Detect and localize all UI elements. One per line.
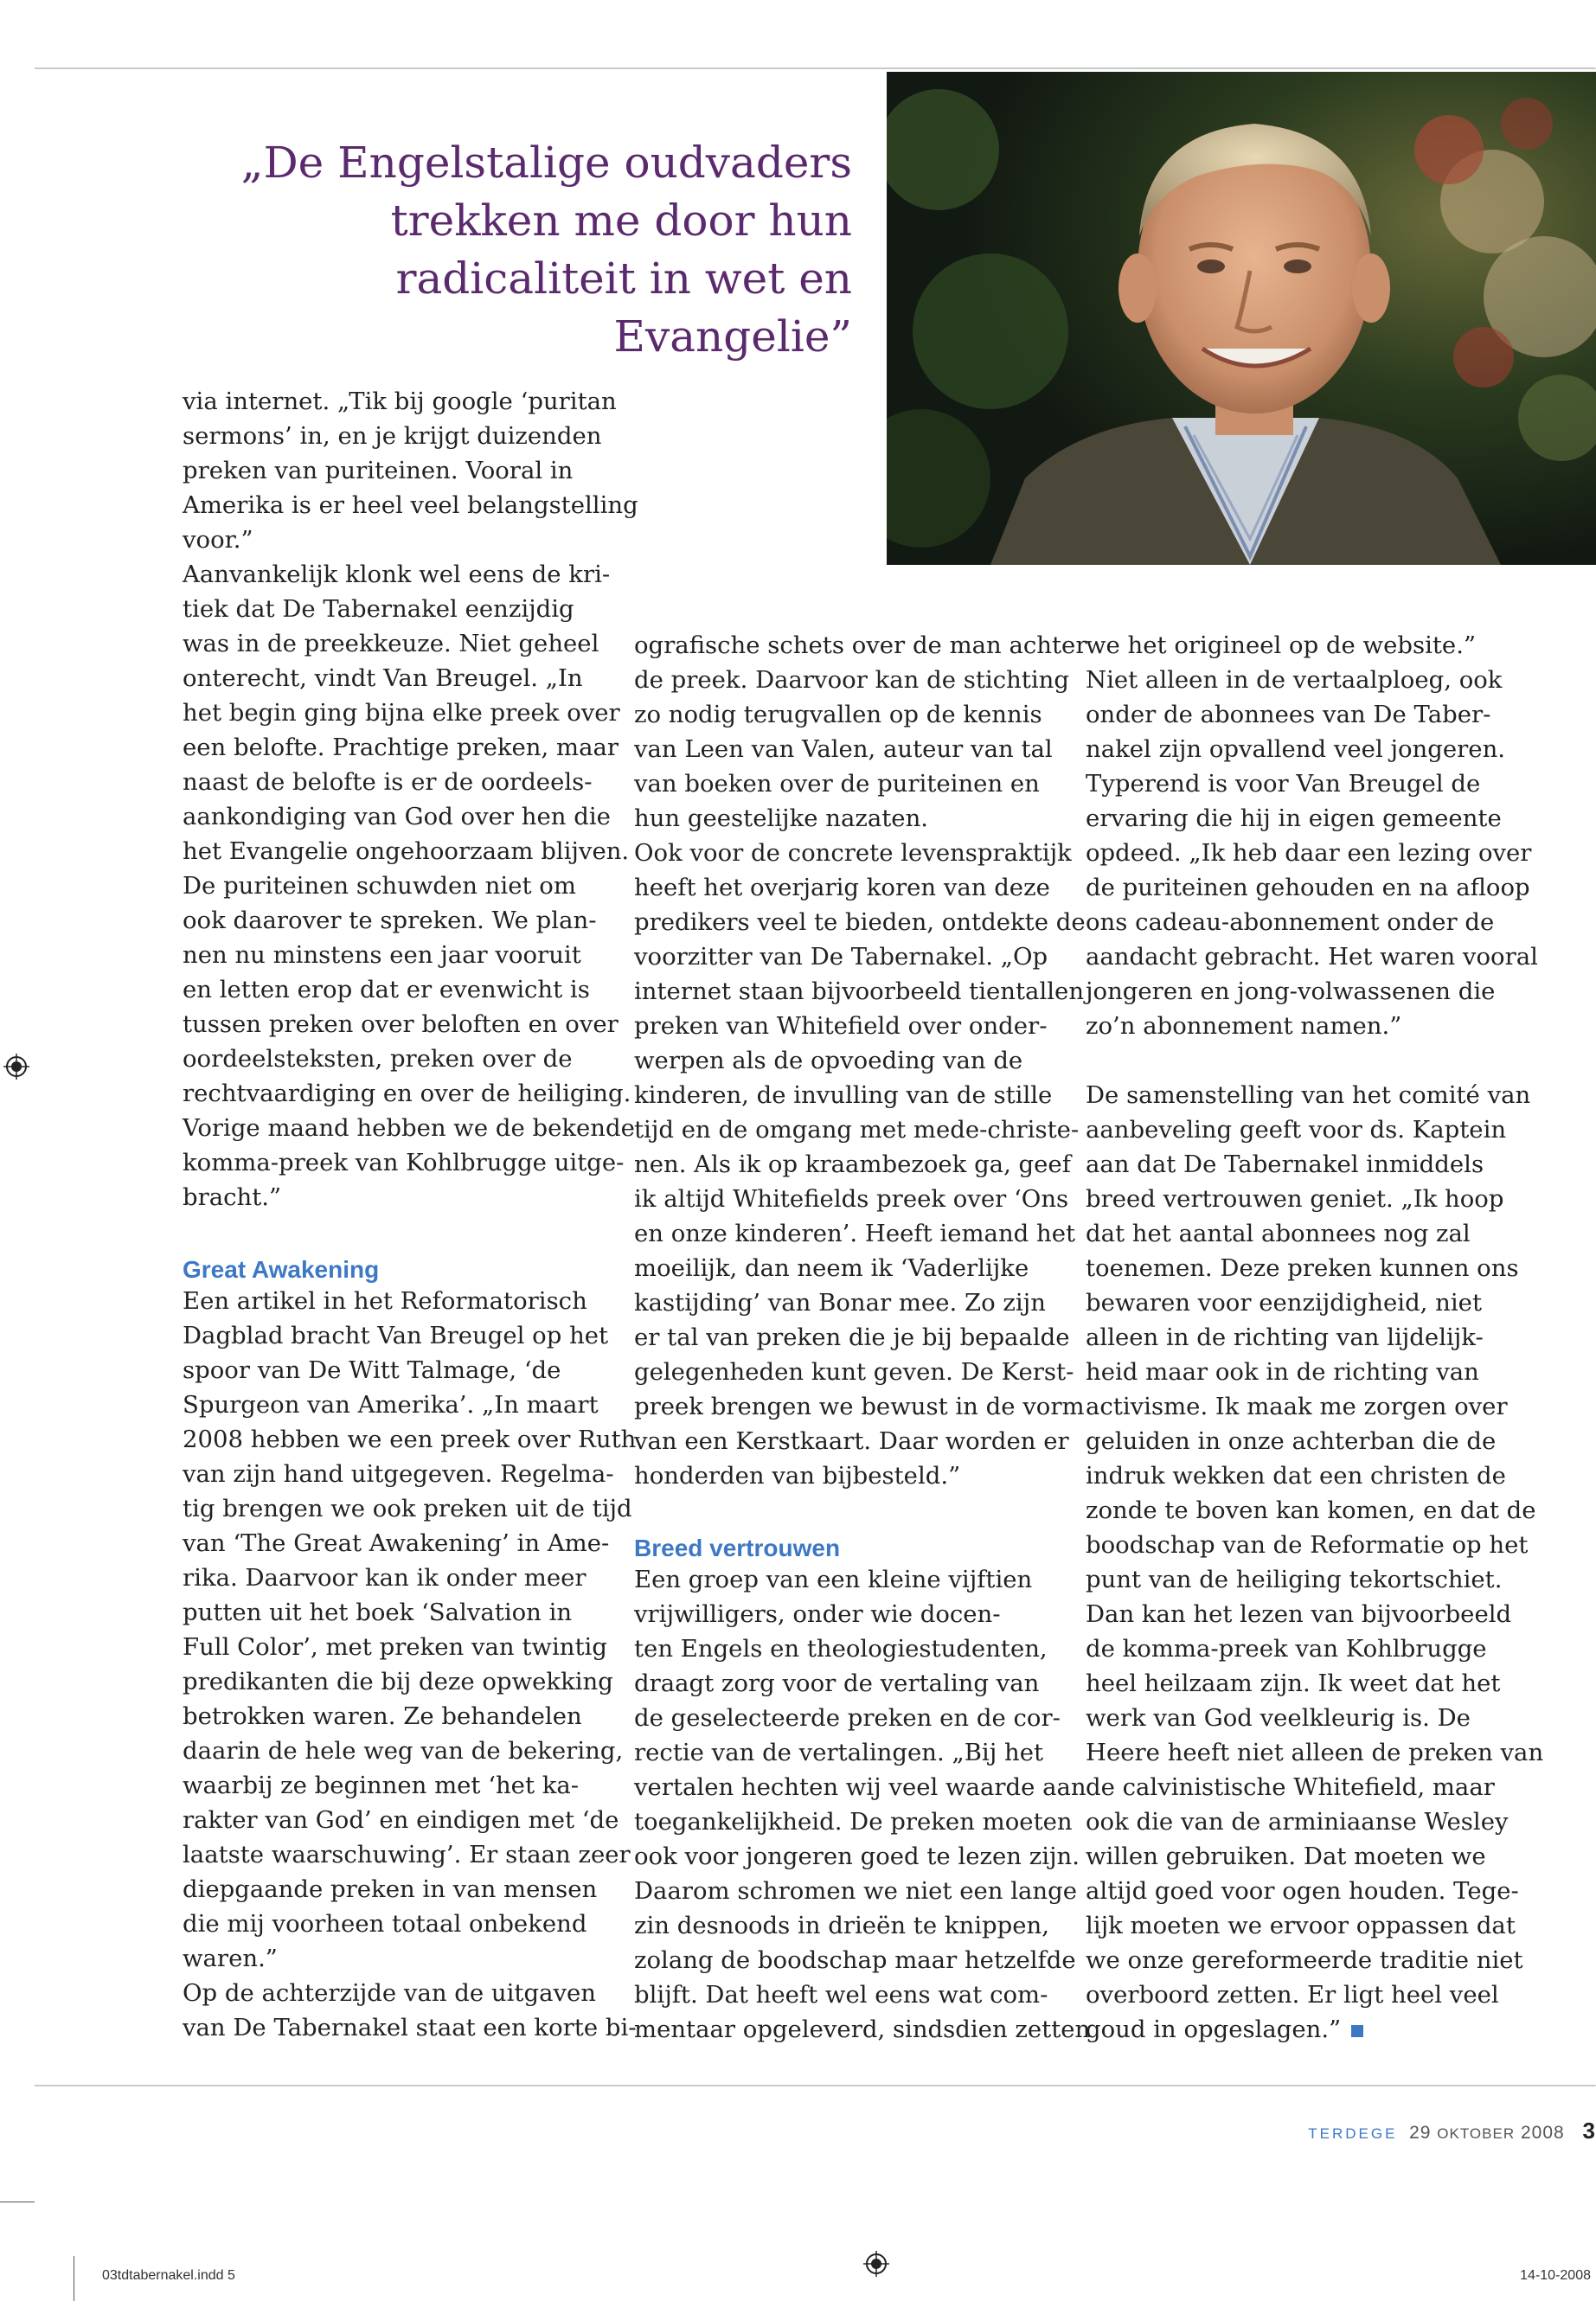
text-line: voor.” [183,526,253,554]
section-heading-great-awakening: Great Awakening [183,1256,380,1283]
text-line: preek brengen we bewust in de vorm [634,1393,1085,1420]
text-line: rechtvaardiging en over de heiliging. [183,1080,631,1107]
text-line: altijd goed voor ogen houden. Tege- [1086,1877,1519,1905]
pull-quote [156,134,852,366]
text-line: Niet alleen in de vertaalploeg, ook [1086,666,1503,694]
text-line: ografische schets over de man achter [634,631,1087,659]
text-line: activisme. Ik maak me zorgen over [1086,1393,1508,1420]
text-line: van een Kerstkaart. Daar worden er [634,1427,1069,1455]
text-line: van boeken over de puriteinen en [634,770,1040,798]
text-line: indruk wekken dat een christen de [1086,1462,1506,1490]
text-line: aanbeveling geeft voor ds. Kaptein [1086,1116,1507,1144]
text-line: aan dat De Tabernakel inmiddels [1086,1150,1484,1178]
text-line: blijft. Dat heeft wel eens wat com- [634,1981,1048,2009]
text-line: van De Tabernakel staat een korte bi- [183,2014,637,2041]
text-line: toenemen. Deze preken kunnen ons [1086,1254,1519,1282]
text-line: ik altijd Whitefields preek over ‘Ons [634,1185,1069,1213]
text-line: Dagblad bracht Van Breugel op het [183,1322,609,1349]
text-line: aankondiging van God over hen die [183,803,611,830]
slug-date: 14-10-2008 [1520,2268,1591,2283]
text-line: we het origineel op de website.” [1086,631,1476,659]
text-line: was in de preekkeuze. Niet geheel [183,630,599,657]
text-line: komma-preek van Kohlbrugge uitge- [183,1149,625,1176]
text-line: tig brengen we ook preken uit de tijd [183,1495,632,1522]
text-line: mentaar opgeleverd, sindsdien zetten [634,2016,1091,2043]
text-line: De puriteinen schuwden niet om [183,872,576,900]
text-line: van zijn hand uitgegeven. Regelma- [183,1460,614,1488]
text-line: zolang de boodschap maar hetzelfde [634,1946,1076,1974]
text-line: betrokken waren. Ze behandelen [183,1702,582,1730]
text-line: oordeelsteksten, preken over de [183,1045,573,1073]
text-line: onder de abonnees van De Taber- [1086,701,1491,728]
text-line: heeft het overjarig koren van deze [634,874,1050,901]
text-line: 2008 hebben we een preek over Ruth [183,1426,637,1453]
text-line: nen nu minstens een jaar vooruit [183,941,581,969]
text-line: De samenstelling van het comité van [1086,1081,1531,1109]
text-line: zo’n abonnement namen.” [1086,1012,1402,1040]
page-number: 3 [1582,2118,1596,2144]
text-line: via internet. „Tik bij google ‘puritan [183,388,617,415]
text-line: overboord zetten. Er ligt heel veel [1086,1981,1499,2009]
text-line: lijk moeten we ervoor oppassen dat [1086,1912,1516,1939]
text-line: de calvinistische Whitefield, maar [1086,1773,1495,1801]
text-line: het begin ging bijna elke preek over [183,699,620,727]
issue-date-year: 2008 [1520,2123,1565,2143]
text-line: diepgaande preken in van mensen [183,1875,598,1903]
text-line: boodschap van de Reformatie op het [1086,1531,1529,1559]
portrait-photo [887,72,1596,565]
text-line: tiek dat De Tabernakel eenzijdig [183,595,574,623]
text-line: vrijwilligers, onder wie docen- [634,1600,1001,1628]
text-line: de preek. Daarvoor kan de stichting [634,666,1069,694]
text-line: zo nodig terugvallen op de kennis [634,701,1042,728]
text-line: punt van de heiliging tekortschiet. [1086,1566,1503,1593]
pull-quote-line: radicaliteit in wet en Evangelie” [395,253,852,362]
issue-date-month: OKTOBER [1437,2125,1516,2142]
text-line: nen. Als ik op kraambezoek ga, geef [634,1150,1071,1178]
text-line: predikers veel te bieden, ontdekte de [634,908,1086,936]
text-line: er tal van preken die je bij bepaalde [634,1324,1070,1351]
registration-mark-icon [3,1054,29,1080]
text-line: preken van Whitefield over onder- [634,1012,1048,1040]
text-line: Typerend is voor Van Breugel de [1086,770,1481,798]
text-line: daarin de hele weg van de bekering, [183,1737,624,1765]
text-line: waren.” [183,1945,278,1972]
text-line: moeilijk, dan neem ik ‘Vaderlijke [634,1254,1029,1282]
text-line: Aanvankelijk klonk wel eens de kri- [183,561,611,588]
text-line: Amerika is er heel veel belangstelling [183,491,638,519]
text-line: internet staan bijvoorbeeld tientallen [634,977,1085,1005]
text-line: Heere heeft niet alleen de preken van [1086,1739,1544,1766]
last-text-line: goud in opgeslagen.” [1086,2012,1543,2047]
text-line: sermons’ in, en je krijgt duizenden [183,422,602,450]
pull-quote-line: trekken me door hun [390,195,852,246]
text-line: ook die van de arminiaanse Wesley [1086,1808,1509,1836]
text-line: we onze gereformeerde traditie niet [1086,1946,1523,1974]
text-line: aandacht gebracht. Het waren vooral [1086,943,1538,971]
text-line: ten Engels en theologiestudenten, [634,1635,1048,1663]
text-line: dat het aantal abonnees nog zal [1086,1220,1471,1247]
text-line: toegankelijkheid. De preken moeten [634,1808,1073,1836]
text-line: honderden van bijbesteld.” [634,1462,961,1490]
text-line: het Evangelie ongehoorzaam blijven. [183,837,630,865]
text-line: heel heilzaam zijn. Ik weet dat het [1086,1670,1501,1697]
text-line: Daarom schromen we niet een lange [634,1877,1077,1905]
article-column-1 [183,384,638,2045]
text-line: van ‘The Great Awakening’ in Ame- [183,1529,610,1557]
text-line: bewaren voor eenzijdigheid, niet [1086,1289,1482,1317]
text-line: geluiden in onze achterban die de [1086,1427,1497,1455]
text-line: heid maar ook in de richting van [1086,1358,1479,1386]
text-line: ook voor jongeren goed te lezen zijn. [634,1843,1080,1870]
text-line: Spurgeon van Amerika’. „In maart [183,1391,599,1419]
text-line: spoor van De Witt Talmage, ‘de [183,1356,561,1384]
text-line: alleen in de richting van lijdelijk- [1086,1324,1484,1351]
text-line: waarbij ze beginnen met ‘het ka- [183,1772,580,1799]
text-line: van Leen van Valen, auteur van tal [634,735,1053,763]
issue-date-day: 29 [1409,2123,1432,2143]
text-line: die mij voorheen totaal onbekend [183,1910,587,1938]
text-line: opdeed. „Ik heb daar een lezing over [1086,839,1532,867]
text-line: vertalen hechten wij veel waarde aan [634,1773,1086,1801]
section-heading-breed-vertrouwen: Breed vertrouwen [634,1535,841,1561]
end-mark-icon [1351,2025,1363,2037]
top-rule [35,67,1596,69]
registration-mark-icon [863,2251,889,2277]
text-line: rakter van God’ en eindigen met ‘de [183,1806,619,1834]
text-line: putten uit het boek ‘Salvation in [183,1599,573,1626]
text-line: nakel zijn opvallend veel jongeren. [1086,735,1506,763]
text-line: en onze kinderen’. Heeft iemand het [634,1220,1076,1247]
text-line: Een artikel in het Reformatorisch [183,1287,587,1315]
text-line: breed vertrouwen geniet. „Ik hoop [1086,1185,1504,1213]
text-line: zin desnoods in drieën te knippen, [634,1912,1049,1939]
text-line: de puriteinen gehouden en na afloop [1086,874,1530,901]
text-line: Full Color’, met preken van twintig [183,1633,607,1661]
text-line: Een groep van een kleine vijftien [634,1566,1033,1593]
text-line: werpen als de opvoeding van de [634,1047,1023,1074]
text-line: willen gebruiken. Dat moeten we [1086,1843,1486,1870]
text-line: naast de belofte is er de oordeels- [183,768,593,796]
text-line: hun geestelijke nazaten. [634,804,929,832]
text-line: bracht.” [183,1183,282,1211]
text-line: rectie van de vertalingen. „Bij het [634,1739,1044,1766]
text-line: tijd en de omgang met mede-christe- [634,1116,1080,1144]
article-column-2 [634,628,1090,2047]
slug-filename: 03tdtabernakel.indd 5 [102,2268,235,2283]
text-line: de geselecteerde preken en de cor- [634,1704,1061,1732]
text-line: laatste waarschuwing’. Er staan zeer [183,1841,631,1868]
text-line: tussen preken over beloften en over [183,1010,619,1038]
text-line: werk van God veelkleurig is. De [1086,1704,1471,1732]
page-footer [1308,2118,1596,2144]
text-line: kinderen, de invulling van de stille [634,1081,1053,1109]
text-line: Vorige maand hebben we de bekende [183,1114,635,1142]
text-line: jongeren en jong-volwassenen die [1086,977,1496,1005]
text-line: Op de achterzijde van de uitgaven [183,1979,597,2007]
text-line: zonde te boven kan komen, en dat de [1086,1497,1536,1524]
text-line: gelegenheden kunt geven. De Kerst- [634,1358,1074,1386]
text-line: en letten erop dat er evenwicht is [183,976,590,1003]
text-line: een belofte. Prachtige preken, maar [183,734,619,761]
text-line: predikanten die bij deze opwekking [183,1668,613,1695]
article-column-3 [1086,628,1543,2047]
text-line: voorzitter van De Tabernakel. „Op [634,943,1048,971]
bottom-rule [35,2085,1596,2086]
text-line: kastijding’ van Bonar mee. Zo zijn [634,1289,1046,1317]
text-line: ook daarover te spreken. We plan- [183,907,597,934]
text-line: rika. Daarvoor kan ik onder meer [183,1564,586,1592]
pull-quote-line: „De Engelstalige oudvaders [240,138,852,188]
text-line: onterecht, vindt Van Breugel. „In [183,664,583,692]
text-line: ervaring die hij in eigen gemeente [1086,804,1502,832]
text-line: Dan kan het lezen van bijvoorbeeld [1086,1600,1512,1628]
text-line: draagt zorg voor de vertaling van [634,1670,1040,1697]
text-line: de komma-preek van Kohlbrugge [1086,1635,1487,1663]
text-line: ons cadeau-abonnement onder de [1086,908,1495,936]
text-line: preken van puriteinen. Vooral in [183,457,574,484]
text-line: Ook voor de concrete levenspraktijk [634,839,1072,867]
magazine-name: TERDEGE [1308,2125,1398,2142]
